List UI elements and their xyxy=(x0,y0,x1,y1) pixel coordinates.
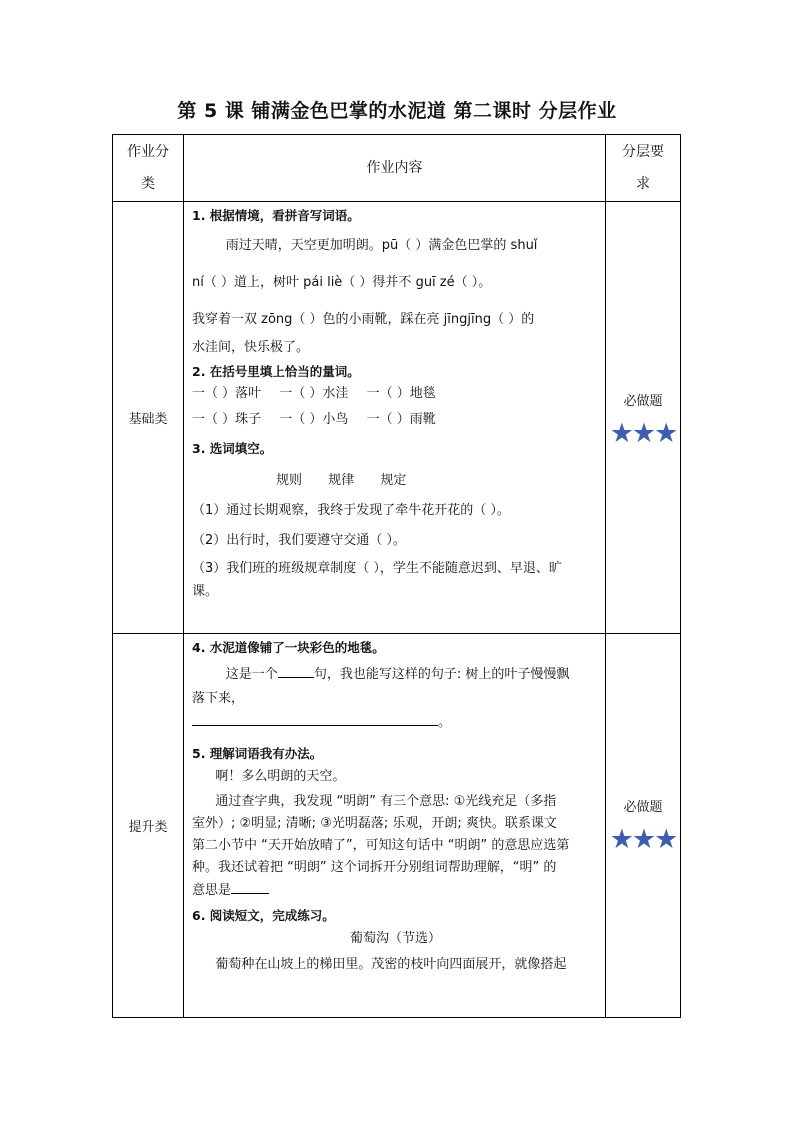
advanced-row xyxy=(113,634,681,1018)
q2-item: 一（ ）雨靴 xyxy=(366,412,436,427)
header-requirement: 分层要求 xyxy=(606,135,681,202)
q3-sentence1: （1）通过长期观察，我终于发现了牵牛花开花的（ ）。 xyxy=(192,503,510,518)
q1-line4: 水洼间，快乐极了。 xyxy=(192,340,310,355)
q2-item: 一（ ）珠子 xyxy=(192,412,262,427)
basic-requirement xyxy=(606,202,681,634)
q2-item: 一（ ）落叶 xyxy=(192,386,262,401)
basic-row xyxy=(113,202,681,634)
q1-title: 1. 根据情境，看拼音写词语。 xyxy=(192,208,360,223)
q4-answer-line: 。 xyxy=(192,708,599,738)
header-content: 作业内容 xyxy=(184,135,606,202)
q4-line2: 落下来， xyxy=(192,691,245,706)
q5-title: 5. 理解词语我有办法。 xyxy=(192,746,323,761)
q5-para5: 意思是 xyxy=(192,879,599,902)
q5-para3: 第二小节中 “天开始放晴了”，可知这句话中 “明朗” 的意思应选第 xyxy=(192,838,570,853)
star-rating-icon: ★★★ xyxy=(609,418,677,449)
q2-item: 一（ ）水洼 xyxy=(279,386,349,401)
q2-item: 一（ ）小鸟 xyxy=(279,412,349,427)
blank-line xyxy=(278,663,314,678)
q3-sentence3: （3）我们班的班级规章制度（ ），学生不能随意迟到、早退、旷 xyxy=(192,561,562,576)
blank-line xyxy=(192,711,438,726)
required-label: 必做题 xyxy=(623,800,663,815)
q5-line1: 啊！多么明朗的天空。 xyxy=(215,769,346,784)
q3-word: 规则 xyxy=(276,473,303,488)
q3-word-bank xyxy=(192,466,599,496)
page-title: 第 5 课 铺满金色巴掌的水泥道 第二课时 分层作业 xyxy=(177,100,617,122)
basic-content xyxy=(184,202,606,634)
q3-sentence3-cont: 课。 xyxy=(192,584,219,599)
q2-item: 一（ ）地毯 xyxy=(366,386,436,401)
q1-line1: 雨过天晴，天空更加明朗。pū（ ）满金色巴掌的 shuǐ xyxy=(225,238,538,253)
required-label: 必做题 xyxy=(623,394,663,409)
q1-line3: 我穿着一双 zōng（ ）色的小雨靴，踩在亮 jīngjīng（ ）的 xyxy=(192,312,535,327)
basic-category: 基础类 xyxy=(113,202,184,634)
q3-title: 3. 选词填空。 xyxy=(192,441,273,456)
q5-para1: 通过查字典，我发现 “明朗” 有三个意思: ①光线充足（多指 xyxy=(215,794,557,809)
homework-table xyxy=(112,134,681,1018)
advanced-category: 提升类 xyxy=(113,634,184,1018)
q6-title: 6. 阅读短文，完成练习。 xyxy=(192,908,335,923)
q4-title: 4. 水泥道像铺了一块彩色的地毯。 xyxy=(192,640,385,655)
blank-line xyxy=(231,879,269,894)
q5-para2: 室外）; ②明显; 清晰; ③光明磊落; 乐观，开朗; 爽快。联系课文 xyxy=(192,816,557,831)
q3-word: 规定 xyxy=(380,473,407,488)
header-category: 作业分类 xyxy=(113,135,184,202)
advanced-requirement xyxy=(606,634,681,1018)
q3-word: 规律 xyxy=(328,473,355,488)
passage-title: 葡萄沟（节选） xyxy=(349,931,441,946)
q2-row1 xyxy=(192,381,599,407)
q1-line2: ní（ ）道上，树叶 pái liè（ ）得并不 guī zé（ ）。 xyxy=(192,275,492,290)
q3-sentence2: （2）出行时，我们要遵守交通（ ）。 xyxy=(192,533,406,548)
q2-title: 2. 在括号里填上恰当的量词。 xyxy=(192,364,360,379)
star-rating-icon: ★★★ xyxy=(609,824,677,855)
table-header-row xyxy=(113,135,681,202)
passage-para1: 葡萄种在山坡上的梯田里。茂密的枝叶向四面展开，就像搭起 xyxy=(215,957,567,972)
advanced-content xyxy=(184,634,606,1018)
q4-line1: 这是一个 句，我也能写这样的句子: 树上的叶子慢慢飘 xyxy=(192,661,599,689)
q5-para4: 种。我还试着把 “明朗” 这个词拆开分别组词帮助理解，“明” 的 xyxy=(192,860,557,875)
q2-row2 xyxy=(192,407,599,433)
